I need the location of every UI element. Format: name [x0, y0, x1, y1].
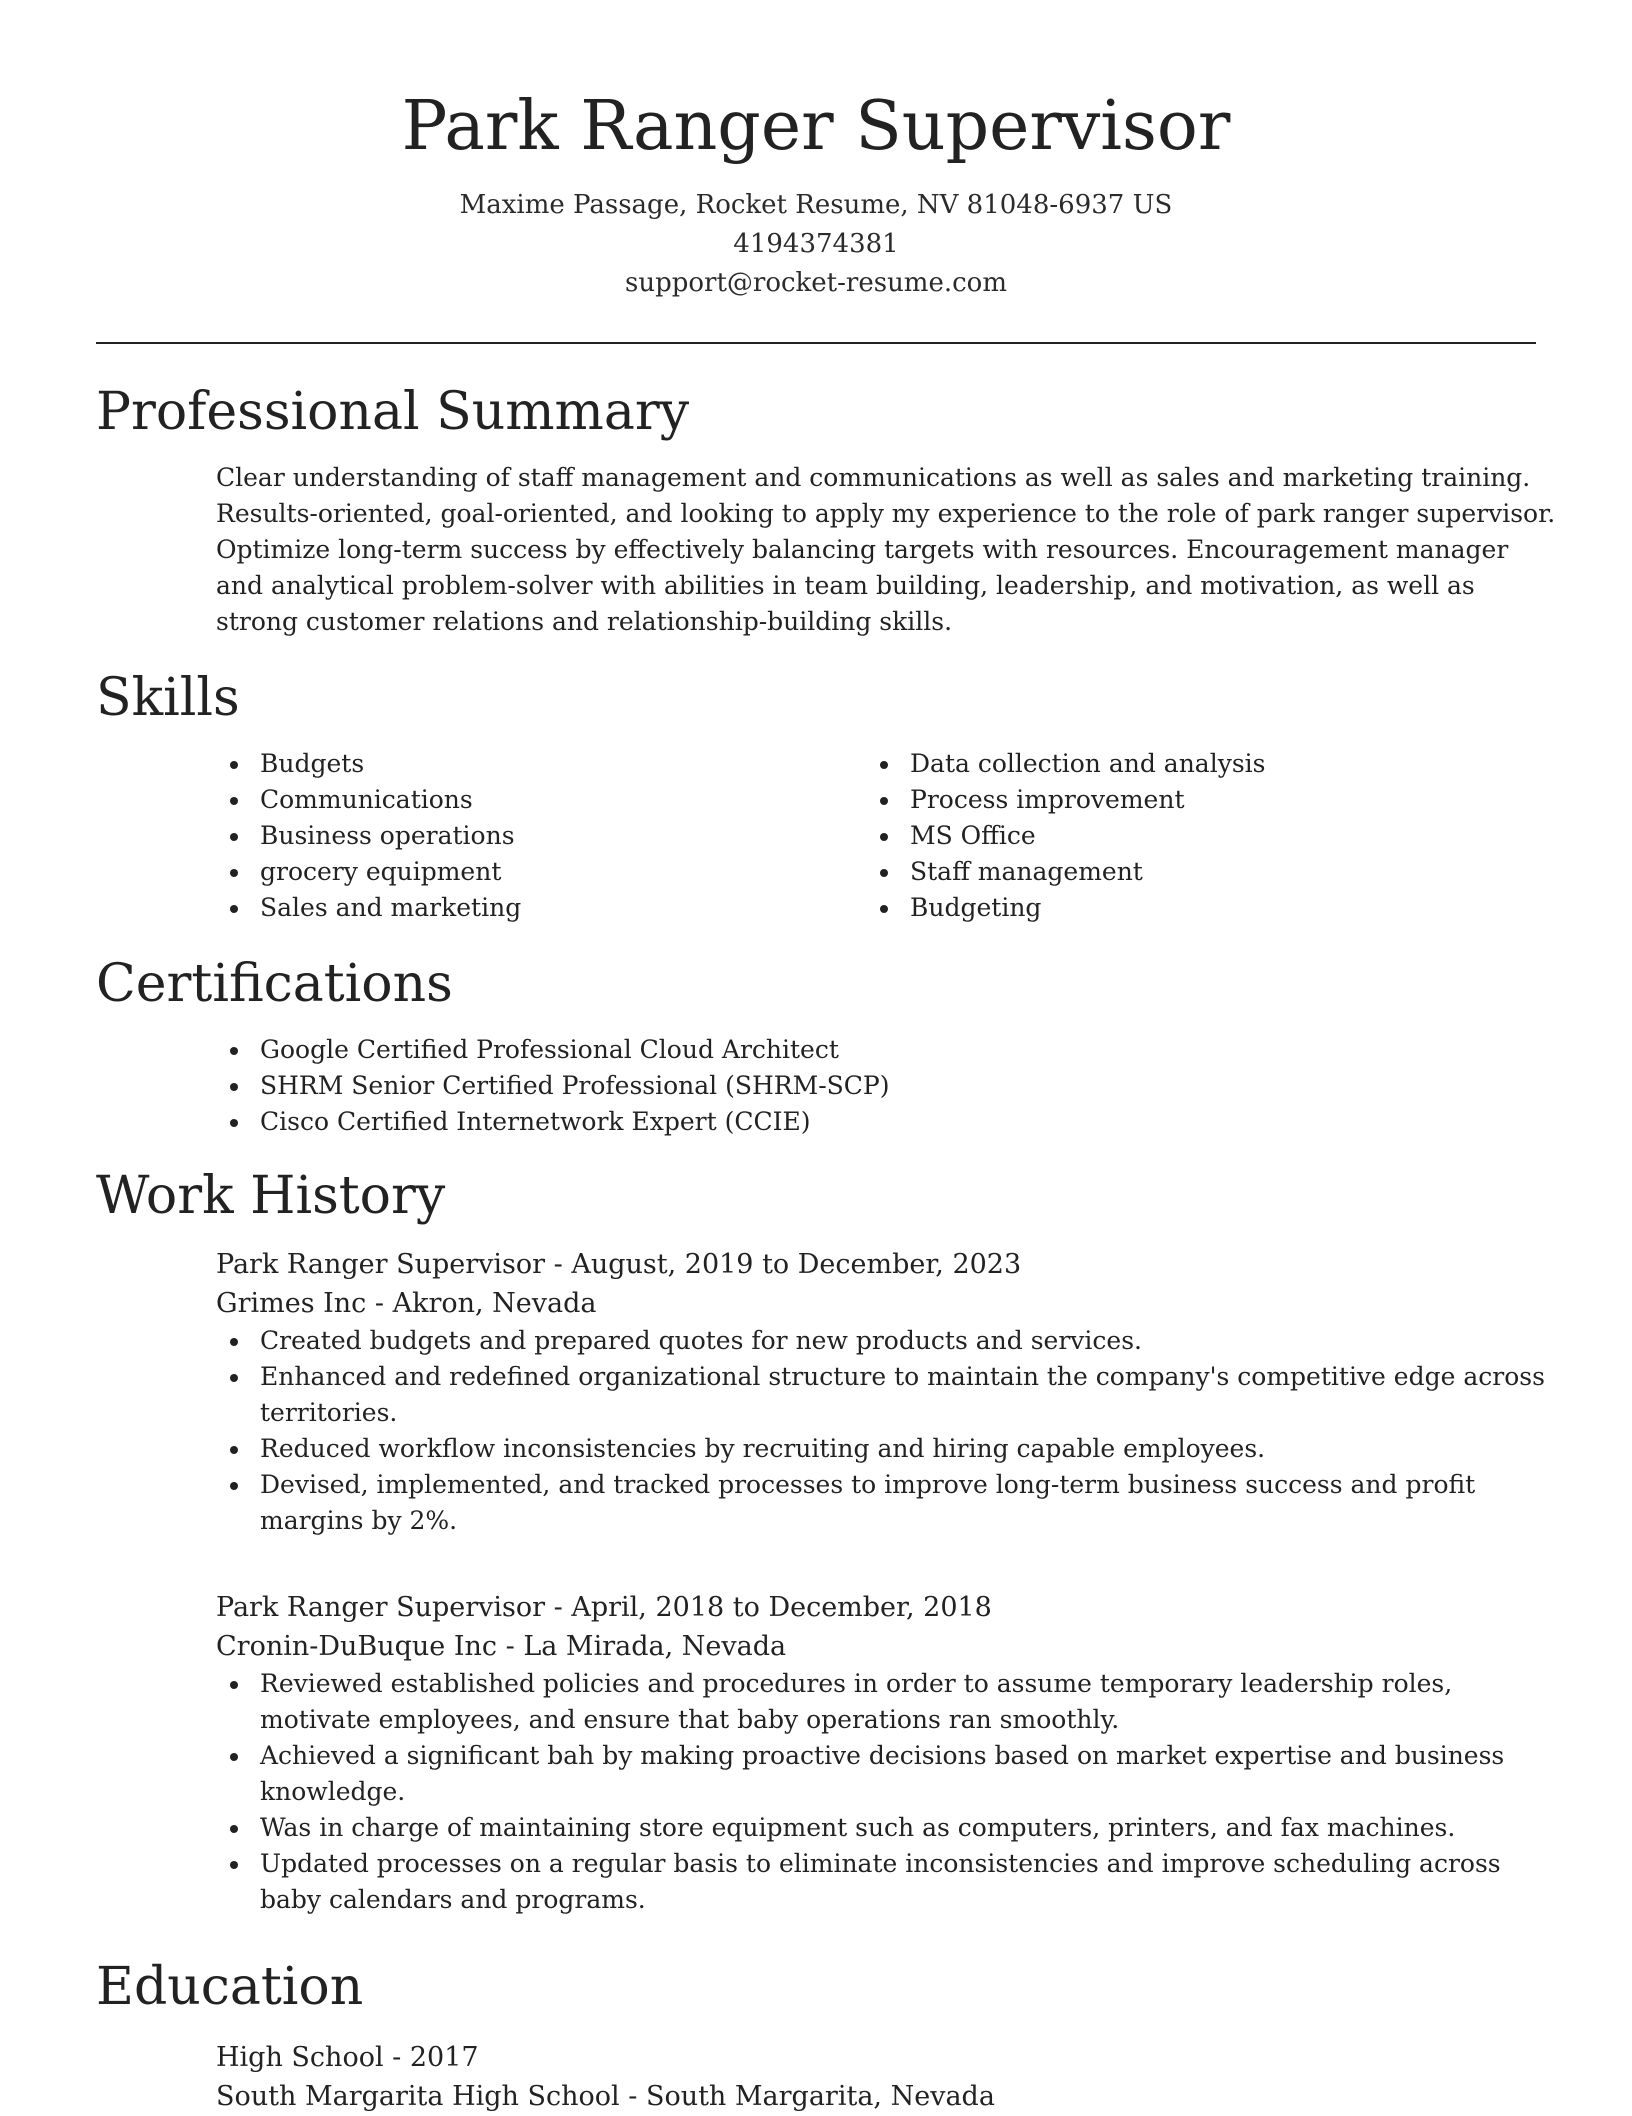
job-employer: Cronin-DuBuque Inc - La Mirada, Nevada — [216, 1631, 787, 1662]
skills-list-left — [216, 746, 836, 926]
job-bullet: Enhanced and redefined organizational structure to maintain the company's competitive edge across territories. — [216, 1359, 1556, 1431]
job-entry — [216, 1245, 1546, 1539]
skill-item: Staff management — [866, 854, 1486, 890]
skill-item: Communications — [216, 782, 836, 818]
phone-number: 4194374381 — [733, 229, 899, 259]
summary-heading: Professional Summary — [96, 382, 690, 442]
job-bullet: Devised, implemented, and tracked processes to improve long-term business success and profit margins by 2%. — [216, 1467, 1556, 1539]
job-bullet: Created budgets and prepared quotes for new products and services. — [216, 1323, 1556, 1359]
job-bullets — [216, 1323, 1546, 1539]
education-degree: High School - 2017 — [216, 2042, 479, 2073]
education-heading: Education — [96, 1957, 364, 2017]
skills-heading: Skills — [96, 668, 240, 728]
email-address[interactable]: support@rocket-resume.com — [624, 268, 1007, 298]
work-history-heading: Work History — [96, 1166, 446, 1226]
skill-item: Process improvement — [866, 782, 1486, 818]
job-bullet: Updated processes on a regular basis to eliminate inconsistencies and improve scheduling across baby calendars and programs. — [216, 1846, 1556, 1918]
skill-item: Business operations — [216, 818, 836, 854]
job-bullet: Achieved a significant bah by making proactive decisions based on market expertise and business knowledge. — [216, 1738, 1556, 1810]
skill-item: Data collection and analysis — [866, 746, 1486, 782]
job-bullet: Was in charge of maintaining store equipment such as computers, printers, and fax machines. — [216, 1810, 1556, 1846]
job-employer: Grimes Inc - Akron, Nevada — [216, 1288, 597, 1319]
education-school: South Margarita High School - South Margarita, Nevada — [216, 2081, 995, 2112]
skill-item: grocery equipment — [216, 854, 836, 890]
skill-item: Budgeting — [866, 890, 1486, 926]
contact-info — [96, 186, 1536, 303]
job-bullet: Reviewed established policies and procedures in order to assume temporary leadership roles, motivate employees, and ensure that baby operations ran smoothly. — [216, 1666, 1556, 1738]
certification-item: SHRM Senior Certified Professional (SHRM-SCP) — [216, 1068, 1546, 1104]
header-divider — [96, 342, 1536, 344]
certification-item: Google Certified Professional Cloud Architect — [216, 1032, 1546, 1068]
job-bullet: Reduced workflow inconsistencies by recruiting and hiring capable employees. — [216, 1431, 1556, 1467]
skill-item: MS Office — [866, 818, 1486, 854]
certifications-heading: Certifications — [96, 954, 453, 1014]
job-title-dates: Park Ranger Supervisor - August, 2019 to December, 2023 — [216, 1249, 1022, 1280]
skill-item: Budgets — [216, 746, 836, 782]
skill-item: Sales and marketing — [216, 890, 836, 926]
job-bullets — [216, 1666, 1546, 1918]
education-entry — [216, 2038, 1546, 2116]
certification-item: Cisco Certified Internetwork Expert (CCIE) — [216, 1104, 1546, 1140]
job-title-dates: Park Ranger Supervisor - April, 2018 to December, 2018 — [216, 1592, 992, 1623]
job-entry — [216, 1588, 1546, 1918]
summary-text: Clear understanding of staff management and communications as well as sales and marketing training. Results-oriented, goal-oriented, and looking to apply my experience to the role of park ranger supervisor. Optimize long-term success by effectively balancing targets with resources. Encouragement manager and analytical problem-solver with abilities in team building, leadership, and motivation, as well as strong customer relations and relationship-building skills. — [216, 463, 1556, 636]
certifications-list — [216, 1032, 1546, 1140]
address: Maxime Passage, Rocket Resume, NV 81048-6937 US — [459, 190, 1173, 220]
skills-list-right — [866, 746, 1486, 926]
candidate-name: Park Ranger Supervisor — [401, 87, 1231, 166]
resume-header — [96, 84, 1536, 303]
